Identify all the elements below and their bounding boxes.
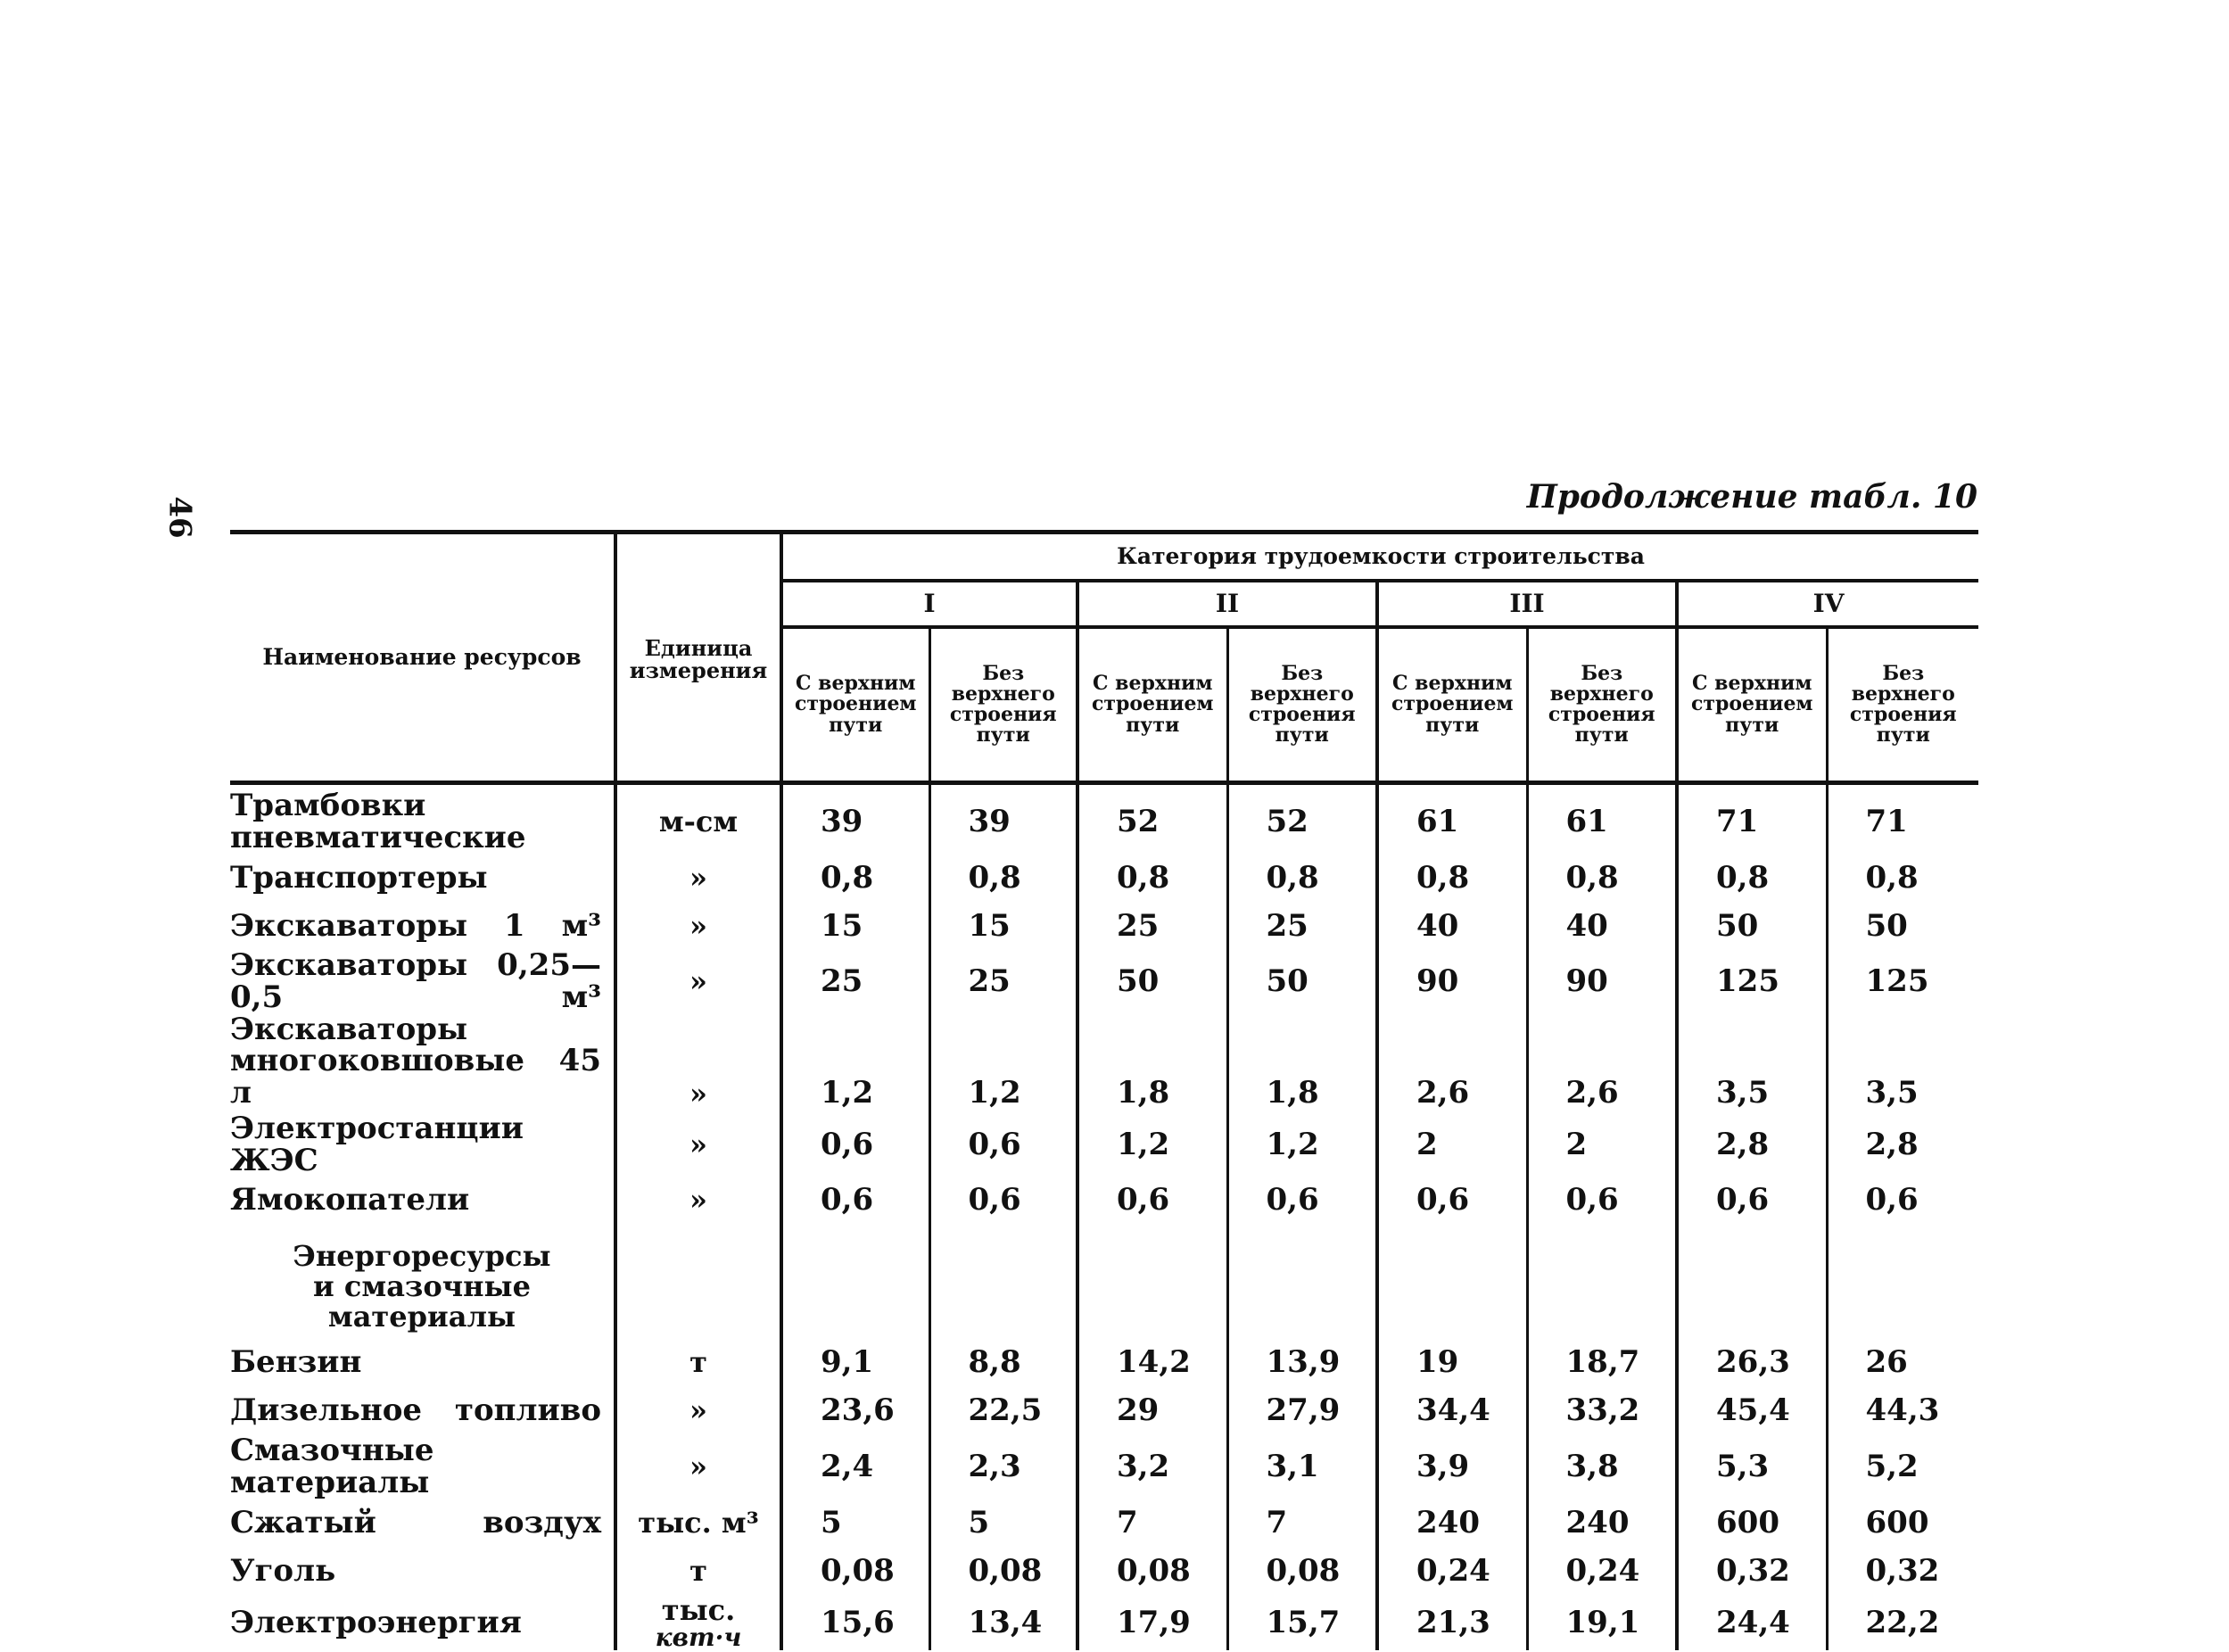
resource-unit xyxy=(615,1548,781,1596)
table-cell-value: 0,8 xyxy=(1527,854,1677,902)
resource-name: Электроэнергия xyxy=(230,1596,615,1651)
header-sub-with: С верхним строением пути xyxy=(781,627,929,783)
resource-unit-sub: квт·ч xyxy=(655,1623,742,1652)
resource-unit-text: т xyxy=(689,1553,707,1588)
table-cell-value: 2,6 xyxy=(1527,1014,1677,1113)
header-sub-with: С верхним строением пути xyxy=(1677,627,1827,783)
section-title-line-1: Энергоресурсы xyxy=(293,1239,551,1274)
table-cell-value: 0,08 xyxy=(929,1548,1077,1596)
header-sub-without: Без верхнего строения пути xyxy=(1227,627,1377,783)
resource-unit-text: тыс. м³ xyxy=(638,1505,759,1540)
table-cell-value: 21,3 xyxy=(1377,1596,1527,1651)
table-cell-value: 1,2 xyxy=(929,1014,1077,1113)
table-cell-value: 50 xyxy=(1077,950,1227,1013)
table-cell-value: 0,24 xyxy=(1377,1548,1527,1596)
table-cell-value: 3,1 xyxy=(1227,1435,1377,1499)
table-row xyxy=(230,1548,1978,1596)
table-cell-value: 19 xyxy=(1377,1339,1527,1387)
table-cell-value: 600 xyxy=(1865,1504,1929,1540)
table-cell-value: 3,9 xyxy=(1377,1435,1527,1499)
section-title-line-2: и смазочные материалы xyxy=(313,1269,531,1334)
table-body-energy xyxy=(230,1339,1978,1650)
resource-unit xyxy=(615,950,781,1013)
table-cell-value: 0,6 xyxy=(1865,1182,1919,1218)
resource-unit xyxy=(615,854,781,902)
table-cell-value: 0,8 xyxy=(1377,854,1527,902)
table-cell-value: 27,9 xyxy=(1227,1387,1377,1435)
header-sub-with: С верхним строением пути xyxy=(1377,627,1527,783)
table-cell-value: 0,6 xyxy=(929,1177,1077,1225)
table-cell-value: 40 xyxy=(1527,902,1677,950)
resource-unit-text: » xyxy=(689,1077,707,1111)
table-cell-value: 29 xyxy=(1077,1387,1227,1435)
table-cell-value: 25 xyxy=(1227,902,1377,950)
table-row xyxy=(230,1499,1978,1548)
resource-unit xyxy=(615,1435,781,1499)
table-cell-value: 0,08 xyxy=(781,1548,929,1596)
table-cell-value: 25 xyxy=(1077,902,1227,950)
resource-name: Транспортеры xyxy=(230,854,615,902)
table-cell-value: 0,6 xyxy=(929,1113,1077,1177)
resource-unit xyxy=(615,1387,781,1435)
resource-name: Трамбовки пневматические xyxy=(230,783,615,855)
resource-unit xyxy=(615,1592,781,1652)
table-cell-value: 0,8 xyxy=(1077,854,1227,902)
table-cell-value: 240 xyxy=(1377,1499,1527,1548)
table-cell-value: 125 xyxy=(1865,963,1929,1000)
header-sub-without: Без верхнего строения пути xyxy=(1827,627,1978,783)
resource-unit xyxy=(615,902,781,950)
table-cell-value: 13,9 xyxy=(1227,1339,1377,1387)
table-row xyxy=(230,1387,1978,1435)
table-cell-value: 0,08 xyxy=(1227,1548,1377,1596)
table-caption: Продолжение табл. 10 xyxy=(1526,478,1977,516)
table-cell-value: 0,6 xyxy=(1677,1177,1827,1225)
resource-name: Экскаваторы 1 м³ xyxy=(230,902,615,950)
table-cell-value: 0,8 xyxy=(1865,859,1919,896)
resource-unit-text: м-см xyxy=(658,804,739,838)
table-cell-value: 52 xyxy=(1077,783,1227,855)
table-cell-value: 2,8 xyxy=(1865,1126,1919,1162)
table-cell-value: 50 xyxy=(1677,902,1827,950)
table-cell-value: 0,8 xyxy=(1227,854,1377,902)
table-cell-value: 18,7 xyxy=(1527,1339,1677,1387)
table-cell-value: 25 xyxy=(929,950,1077,1013)
table-row xyxy=(230,1339,1978,1387)
table-cell-value: 15 xyxy=(929,902,1077,950)
header-sub-without: Без верхнего строения пути xyxy=(929,627,1077,783)
table-cell-value: 1,2 xyxy=(1227,1113,1377,1177)
table-cell-value: 0,32 xyxy=(1677,1548,1827,1596)
resource-unit xyxy=(615,1499,781,1548)
table-cell-value: 2,6 xyxy=(1377,1014,1527,1113)
table-cell-value: 33,2 xyxy=(1527,1387,1677,1435)
table-cell-value: 17,9 xyxy=(1077,1596,1227,1651)
table-cell-value: 2,3 xyxy=(929,1435,1077,1499)
table-cell-value: 15,7 xyxy=(1227,1596,1377,1651)
table-cell-value: 40 xyxy=(1377,902,1527,950)
table-cell-value: 0,8 xyxy=(781,854,929,902)
table-cell-value: 39 xyxy=(781,783,929,855)
table-cell-value: 8,8 xyxy=(929,1339,1077,1387)
table-cell-value: 22,5 xyxy=(929,1387,1077,1435)
resource-name: Электростанции ЖЭС xyxy=(230,1113,615,1177)
table-cell-value: 44,3 xyxy=(1865,1392,1940,1429)
table-cell-value: 2,8 xyxy=(1677,1113,1827,1177)
resource-unit xyxy=(615,1339,781,1387)
header-category-4: IV xyxy=(1677,581,1978,627)
resource-name: Дизельное топливо xyxy=(230,1387,615,1435)
table-cell-value: 22,2 xyxy=(1865,1604,1940,1640)
table-cell-value: 15 xyxy=(781,902,929,950)
resource-table-wrapper xyxy=(230,530,1978,1650)
header-category-1: I xyxy=(781,581,1077,627)
table-row xyxy=(230,1113,1978,1177)
table-cell-value: 0,6 xyxy=(1077,1177,1227,1225)
table-cell-value: 34,4 xyxy=(1377,1387,1527,1435)
resource-name: Экскаваторы 0,25—0,5 м³ xyxy=(230,950,615,1013)
resource-unit-text: » xyxy=(689,964,707,999)
table-cell-value: 0,6 xyxy=(1377,1177,1527,1225)
table-cell-value: 2 xyxy=(1377,1113,1527,1177)
table-row xyxy=(230,1177,1978,1225)
table-cell-value: 45,4 xyxy=(1677,1387,1827,1435)
table-cell-value: 50 xyxy=(1227,950,1377,1013)
table-row xyxy=(230,783,1978,855)
table-section-energy xyxy=(230,1225,1978,1339)
table-cell-value: 15,6 xyxy=(781,1596,929,1651)
table-cell-value: 13,4 xyxy=(929,1596,1077,1651)
table-cell-value: 2,4 xyxy=(781,1435,929,1499)
resource-name: Ямокопатели xyxy=(230,1177,615,1225)
resource-unit xyxy=(615,783,781,855)
table-row xyxy=(230,1596,1978,1651)
table-cell-value: 1,8 xyxy=(1077,1014,1227,1113)
table-cell-value: 24,4 xyxy=(1677,1596,1827,1651)
table-cell-value: 61 xyxy=(1527,783,1677,855)
resource-unit-text: » xyxy=(689,1393,707,1428)
header-sub-with: С верхним строением пути xyxy=(1077,627,1227,783)
table-cell-value: 1,8 xyxy=(1227,1014,1377,1113)
table-cell-value: 39 xyxy=(929,783,1077,855)
table-row xyxy=(230,1014,1978,1113)
table-row xyxy=(230,950,1978,1013)
table-cell-value: 26,3 xyxy=(1677,1339,1827,1387)
table-cell-value: 90 xyxy=(1377,950,1527,1013)
table-cell-value: 52 xyxy=(1227,783,1377,855)
table-cell-value: 0,6 xyxy=(1527,1177,1677,1225)
table-cell-value: 5,2 xyxy=(1865,1449,1919,1485)
table-cell-value: 3,5 xyxy=(1677,1014,1827,1113)
header-category-2: II xyxy=(1077,581,1377,627)
table-cell-value: 50 xyxy=(1865,907,1908,944)
table-cell-value: 19,1 xyxy=(1527,1596,1677,1651)
table-cell-value: 0,6 xyxy=(1227,1177,1377,1225)
table-cell-value: 0,8 xyxy=(929,854,1077,902)
table-cell-value: 9,1 xyxy=(781,1339,929,1387)
page-number: 46 xyxy=(161,496,198,539)
resource-unit-text: тыс. xyxy=(661,1592,736,1627)
table-cell-value: 25 xyxy=(781,950,929,1013)
table-cell-value: 0,8 xyxy=(1677,854,1827,902)
header-category-title: Категория трудоемкости строительства xyxy=(781,533,1978,582)
table-cell-value: 0,32 xyxy=(1865,1552,1940,1589)
resource-unit-text: т xyxy=(689,1345,707,1380)
table-cell-value: 0,6 xyxy=(781,1177,929,1225)
resource-unit-text: » xyxy=(689,860,707,895)
table-cell-value: 7 xyxy=(1077,1499,1227,1548)
table-cell-value: 1,2 xyxy=(781,1014,929,1113)
resource-unit-text: » xyxy=(689,1450,707,1484)
resource-unit-text: » xyxy=(689,1127,707,1161)
table-row xyxy=(230,902,1978,950)
resource-name: Уголь xyxy=(230,1548,615,1596)
table-cell-value: 71 xyxy=(1865,803,1908,839)
header-category-3: III xyxy=(1377,581,1677,627)
table-cell-value: 2 xyxy=(1527,1113,1677,1177)
header-unit-column: Единица измерения xyxy=(615,533,781,783)
resource-name: Сжатый воздух xyxy=(230,1499,615,1548)
resource-unit xyxy=(615,1014,781,1113)
resource-name: Экскаваторы многоковшовые 45 л xyxy=(230,1014,615,1113)
table-cell-value: 90 xyxy=(1527,950,1677,1013)
table-cell-value: 71 xyxy=(1677,783,1827,855)
resource-name: Смазочные материалы xyxy=(230,1435,615,1499)
header-name-column: Наименование ресурсов xyxy=(230,533,615,783)
table-cell-value: 125 xyxy=(1677,950,1827,1013)
resource-unit xyxy=(615,1113,781,1177)
table-cell-value: 23,6 xyxy=(781,1387,929,1435)
table-cell-value: 0,6 xyxy=(781,1113,929,1177)
table-cell-value: 240 xyxy=(1527,1499,1677,1548)
table-cell-value: 3,2 xyxy=(1077,1435,1227,1499)
table-cell-value: 0,24 xyxy=(1527,1548,1677,1596)
resource-name: Бензин xyxy=(230,1339,615,1387)
table-row xyxy=(230,854,1978,902)
resource-unit-text: » xyxy=(689,1183,707,1218)
table-cell-value: 5 xyxy=(781,1499,929,1548)
table-cell-value: 14,2 xyxy=(1077,1339,1227,1387)
table-cell-value: 61 xyxy=(1377,783,1527,855)
table-body-machines xyxy=(230,783,1978,1226)
table-cell-value: 3,8 xyxy=(1527,1435,1677,1499)
table-cell-value: 0,08 xyxy=(1077,1548,1227,1596)
header-sub-without: Без верхнего строения пути xyxy=(1527,627,1677,783)
table-cell-value: 26 xyxy=(1865,1344,1908,1381)
table-cell-value: 600 xyxy=(1677,1499,1827,1548)
resource-table xyxy=(230,530,1978,1650)
table-row xyxy=(230,1435,1978,1499)
table-cell-value: 5,3 xyxy=(1677,1435,1827,1499)
resource-unit-text: » xyxy=(689,908,707,943)
table-cell-value: 5 xyxy=(929,1499,1077,1548)
table-cell-value: 1,2 xyxy=(1077,1113,1227,1177)
resource-unit xyxy=(615,1177,781,1225)
table-cell-value: 3,5 xyxy=(1865,1075,1919,1111)
table-cell-value: 7 xyxy=(1227,1499,1377,1548)
section-title xyxy=(230,1225,615,1339)
